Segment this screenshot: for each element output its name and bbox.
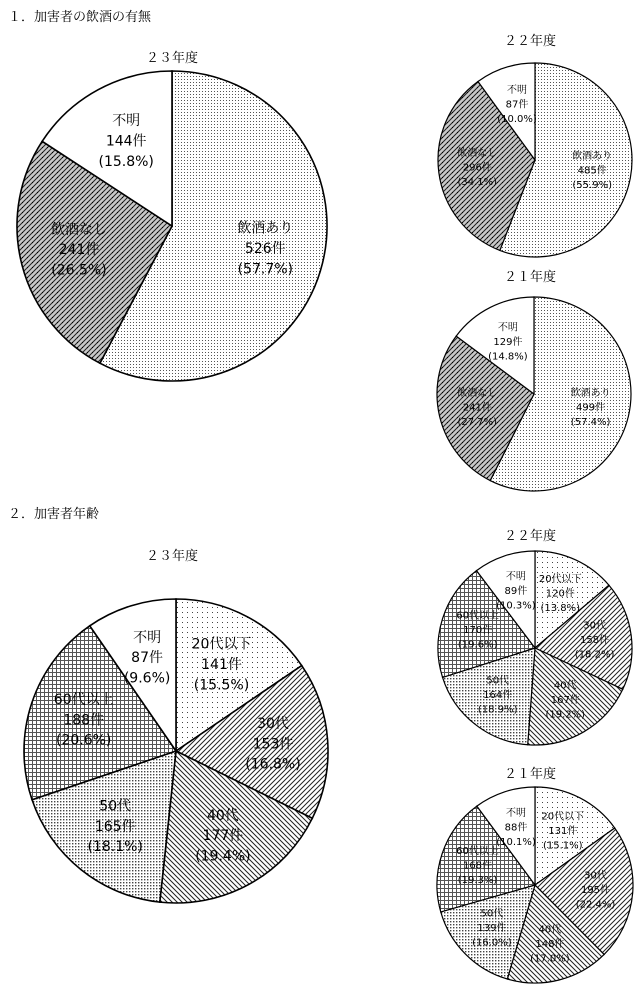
slice-percent: (17.0%) <box>530 953 570 965</box>
slice-label: 60代以上 <box>53 692 114 709</box>
slice-count: 148件 <box>535 938 565 950</box>
slice-percent: (15.5%) <box>193 677 250 694</box>
slice-count: 88件 <box>504 822 528 834</box>
slice-count: 195件 <box>580 885 611 897</box>
section-title-age: ２．加害者年齢 <box>8 507 100 522</box>
slice-percent: (10.0%) <box>497 114 537 126</box>
slice-percent: (55.9%) <box>572 180 612 192</box>
slice-percent: (27.7%) <box>457 416 498 428</box>
slice-percent: (16.8%) <box>245 756 301 773</box>
slice-count: 188件 <box>63 712 105 729</box>
slice-percent: (19.2%) <box>545 709 586 721</box>
slice-label: 50代 <box>486 675 510 687</box>
slice-count: 141件 <box>201 657 242 673</box>
slice-count: 296件 <box>462 162 492 174</box>
slice-percent: (16.0%) <box>472 937 512 949</box>
slice-percent: (10.3%) <box>496 600 536 612</box>
slice-count: 170件 <box>463 624 493 636</box>
slice-percent: (15.8%) <box>98 153 154 170</box>
slice-label: 飲酒なし <box>51 221 107 238</box>
slice-percent: (57.4%) <box>570 417 611 428</box>
slice-label: 不明 <box>507 85 527 97</box>
slice-count: 87件 <box>505 99 529 111</box>
chart-title-age-h21: ２１年度 <box>503 767 557 782</box>
slice-percent: (19.3%) <box>457 874 498 886</box>
slice-count: 87件 <box>131 650 164 667</box>
slice-label: 飲酒なし <box>457 387 498 399</box>
slice-percent: (20.6%) <box>55 732 112 749</box>
slice-percent: (18.9%) <box>477 704 518 716</box>
slice-count: 164件 <box>483 690 513 702</box>
slice-count: 129件 <box>493 337 523 348</box>
slice-count: 89件 <box>504 586 528 597</box>
slice-count: 165件 <box>94 818 136 835</box>
slice-label: 不明 <box>505 571 526 583</box>
slice-percent: (14.8%) <box>488 351 528 363</box>
slice-count: 241件 <box>462 402 492 414</box>
slice-label: 60代以上 <box>456 845 499 857</box>
slice-label: 30代 <box>584 870 607 882</box>
slice-percent: (19.6%) <box>457 639 498 651</box>
slice-percent: (10.1%) <box>496 836 536 848</box>
slice-label: 40代 <box>206 807 239 824</box>
section-title-drinking: １．加害者の飲酒の有無 <box>8 10 152 25</box>
slice-count: 485件 <box>577 165 607 177</box>
slice-count: 168件 <box>462 860 493 872</box>
pie-chart-drinking-h23 <box>17 71 327 381</box>
slice-count: 177件 <box>202 828 244 845</box>
slice-count: 120件 <box>545 588 575 600</box>
chart-title-drinking-h21: ２１年度 <box>503 270 557 285</box>
slice-label: 不明 <box>133 629 162 646</box>
slice-count: 153件 <box>252 736 294 753</box>
slice-label: 30代 <box>583 620 606 632</box>
pie-chart-age-h22 <box>438 551 632 745</box>
slice-label: 50代 <box>480 908 504 920</box>
slice-percent: (57.7%) <box>237 261 294 278</box>
slice-percent: (15.1%) <box>543 840 583 852</box>
pie-chart-drinking-h21 <box>437 297 631 491</box>
slice-label: 20代以下 <box>538 573 582 585</box>
slice-percent: (22.4%) <box>575 899 616 911</box>
chart-title-age-h22: ２２年度 <box>503 529 557 544</box>
slice-label: 不明 <box>497 322 518 334</box>
slice-percent: (26.5%) <box>51 262 107 279</box>
slice-percent: (13.8%) <box>540 602 581 614</box>
slice-label: 60代以上 <box>456 610 500 622</box>
slice-count: 158件 <box>580 635 610 647</box>
slice-label: 飲酒なし <box>457 148 498 159</box>
slice-percent: (19.4%) <box>195 848 251 865</box>
slice-count: 131件 <box>548 826 578 837</box>
chart-title-drinking-h23: ２３年度 <box>145 51 199 66</box>
slice-count: 499件 <box>576 402 606 414</box>
slice-count: 526件 <box>244 241 286 257</box>
slice-label: 不明 <box>506 807 526 819</box>
chart-title-drinking-h22: ２２年度 <box>503 34 557 49</box>
slice-percent: (18.1%) <box>87 839 143 856</box>
slice-percent: (34.1%) <box>457 177 498 188</box>
pie-chart-age-h21 <box>437 787 633 983</box>
slice-percent: (9.6%) <box>123 670 171 687</box>
slice-label: 20代以下 <box>541 811 585 823</box>
slice-count: 144件 <box>105 133 147 150</box>
slice-label: 飲酒あり <box>570 388 611 399</box>
slice-label: 飲酒あり <box>237 220 294 237</box>
slice-count: 241件 <box>58 242 100 259</box>
slice-label: 50代 <box>99 798 132 815</box>
chart-title-age-h23: ２３年度 <box>145 549 199 564</box>
slice-label: 30代 <box>257 716 289 732</box>
slice-count: 139件 <box>477 922 507 934</box>
slice-label: 20代以下 <box>191 636 252 653</box>
slice-label: 40代 <box>538 924 562 936</box>
slice-label: 40代 <box>553 680 577 692</box>
slice-percent: (18.2%) <box>574 649 615 661</box>
slice-label: 飲酒あり <box>572 151 613 163</box>
slice-label: 不明 <box>112 113 141 130</box>
pie-chart-drinking-h22 <box>438 63 632 257</box>
pie-chart-age-h23 <box>24 599 328 903</box>
slice-count: 167件 <box>550 695 580 706</box>
